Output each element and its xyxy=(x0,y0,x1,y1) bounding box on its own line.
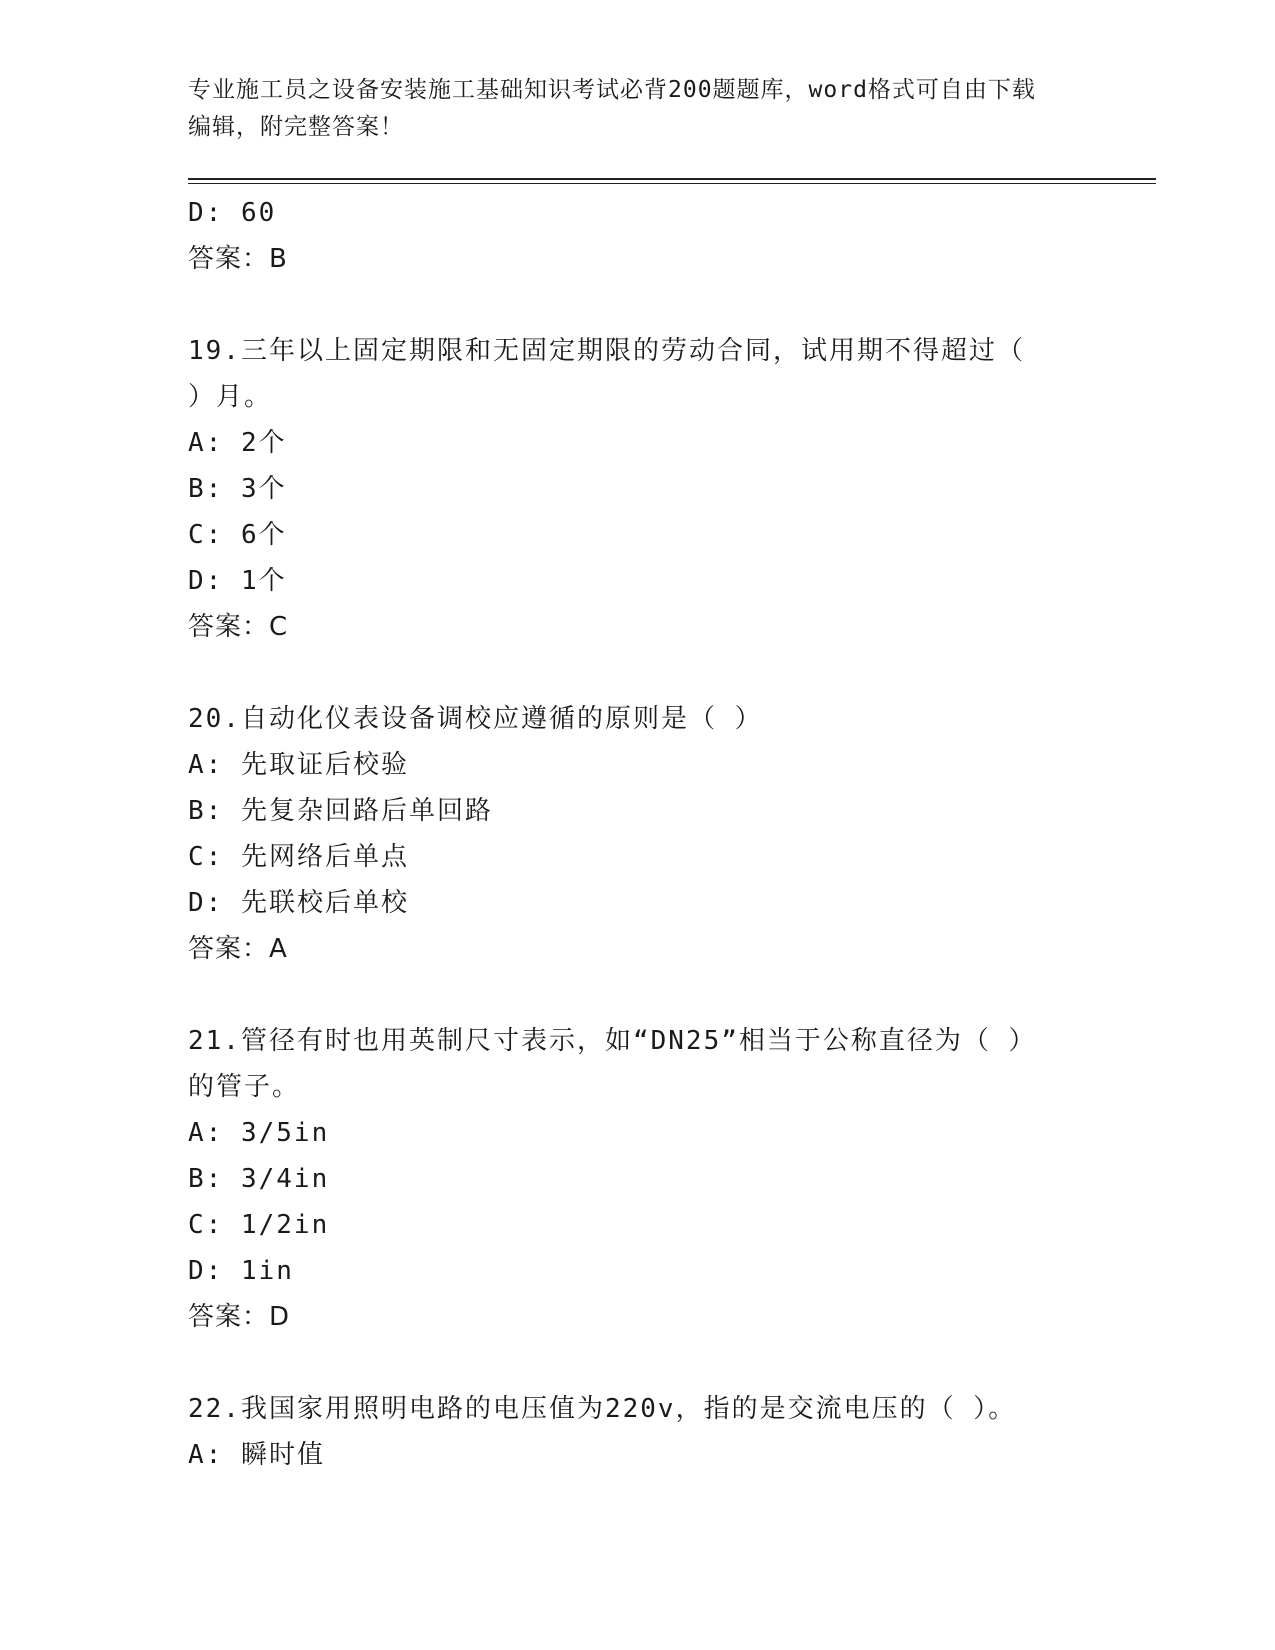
question-stem-continued: ）月。 xyxy=(188,382,273,412)
option-a: A: 2个 xyxy=(188,428,287,458)
option-b: B: 3个 xyxy=(188,474,287,504)
spacer xyxy=(188,282,1088,328)
question-stem-continued: 的管子。 xyxy=(188,1072,301,1102)
question-stem: 20.自动化仪表设备调校应遵循的原则是（ ） xyxy=(188,704,763,734)
header-divider xyxy=(188,178,1156,184)
option-a: A: 先取证后校验 xyxy=(188,750,409,780)
header-title-line-2: 编辑，附完整答案！ xyxy=(188,114,404,140)
option-d: D: 1个 xyxy=(188,566,287,596)
question-list xyxy=(188,190,1088,1478)
answer-line: 答案：B xyxy=(188,244,288,274)
answer-line: 答案：A xyxy=(188,934,288,964)
question-20 xyxy=(188,696,1088,972)
option-a: A: 瞬时值 xyxy=(188,1440,325,1470)
question-stem: 21.管径有时也用英制尺寸表示，如“DN25”相当于公称直径为（ ） xyxy=(188,1026,1037,1056)
option-c: C: 6个 xyxy=(188,520,287,550)
option-a: A: 3/5in xyxy=(188,1118,330,1148)
spacer xyxy=(188,972,1088,1018)
header-title-line-1: 专业施工员之设备安装施工基础知识考试必背200题题库，word格式可自由下载 xyxy=(188,77,1036,103)
question-19 xyxy=(188,328,1088,650)
answer-line: 答案：D xyxy=(188,1302,291,1332)
spacer xyxy=(188,650,1088,696)
option-b: B: 先复杂回路后单回路 xyxy=(188,796,493,826)
option-d: D: 1in xyxy=(188,1256,294,1286)
spacer xyxy=(188,1340,1088,1386)
question-22 xyxy=(188,1386,1088,1478)
question-stem: 19.三年以上固定期限和无固定期限的劳动合同，试用期不得超过（ xyxy=(188,336,1025,366)
document-header xyxy=(188,72,1088,146)
option-d: D: 先联校后单校 xyxy=(188,888,409,918)
answer-line: 答案：C xyxy=(188,612,289,642)
question-21 xyxy=(188,1018,1088,1340)
option-d: D: 60 xyxy=(188,198,277,228)
question-stem: 22.我国家用照明电路的电压值为220v，指的是交流电压的（ ）。 xyxy=(188,1394,1017,1424)
option-b: B: 3/4in xyxy=(188,1164,330,1194)
option-c: C: 先网络后单点 xyxy=(188,842,409,872)
option-c: C: 1/2in xyxy=(188,1210,330,1240)
